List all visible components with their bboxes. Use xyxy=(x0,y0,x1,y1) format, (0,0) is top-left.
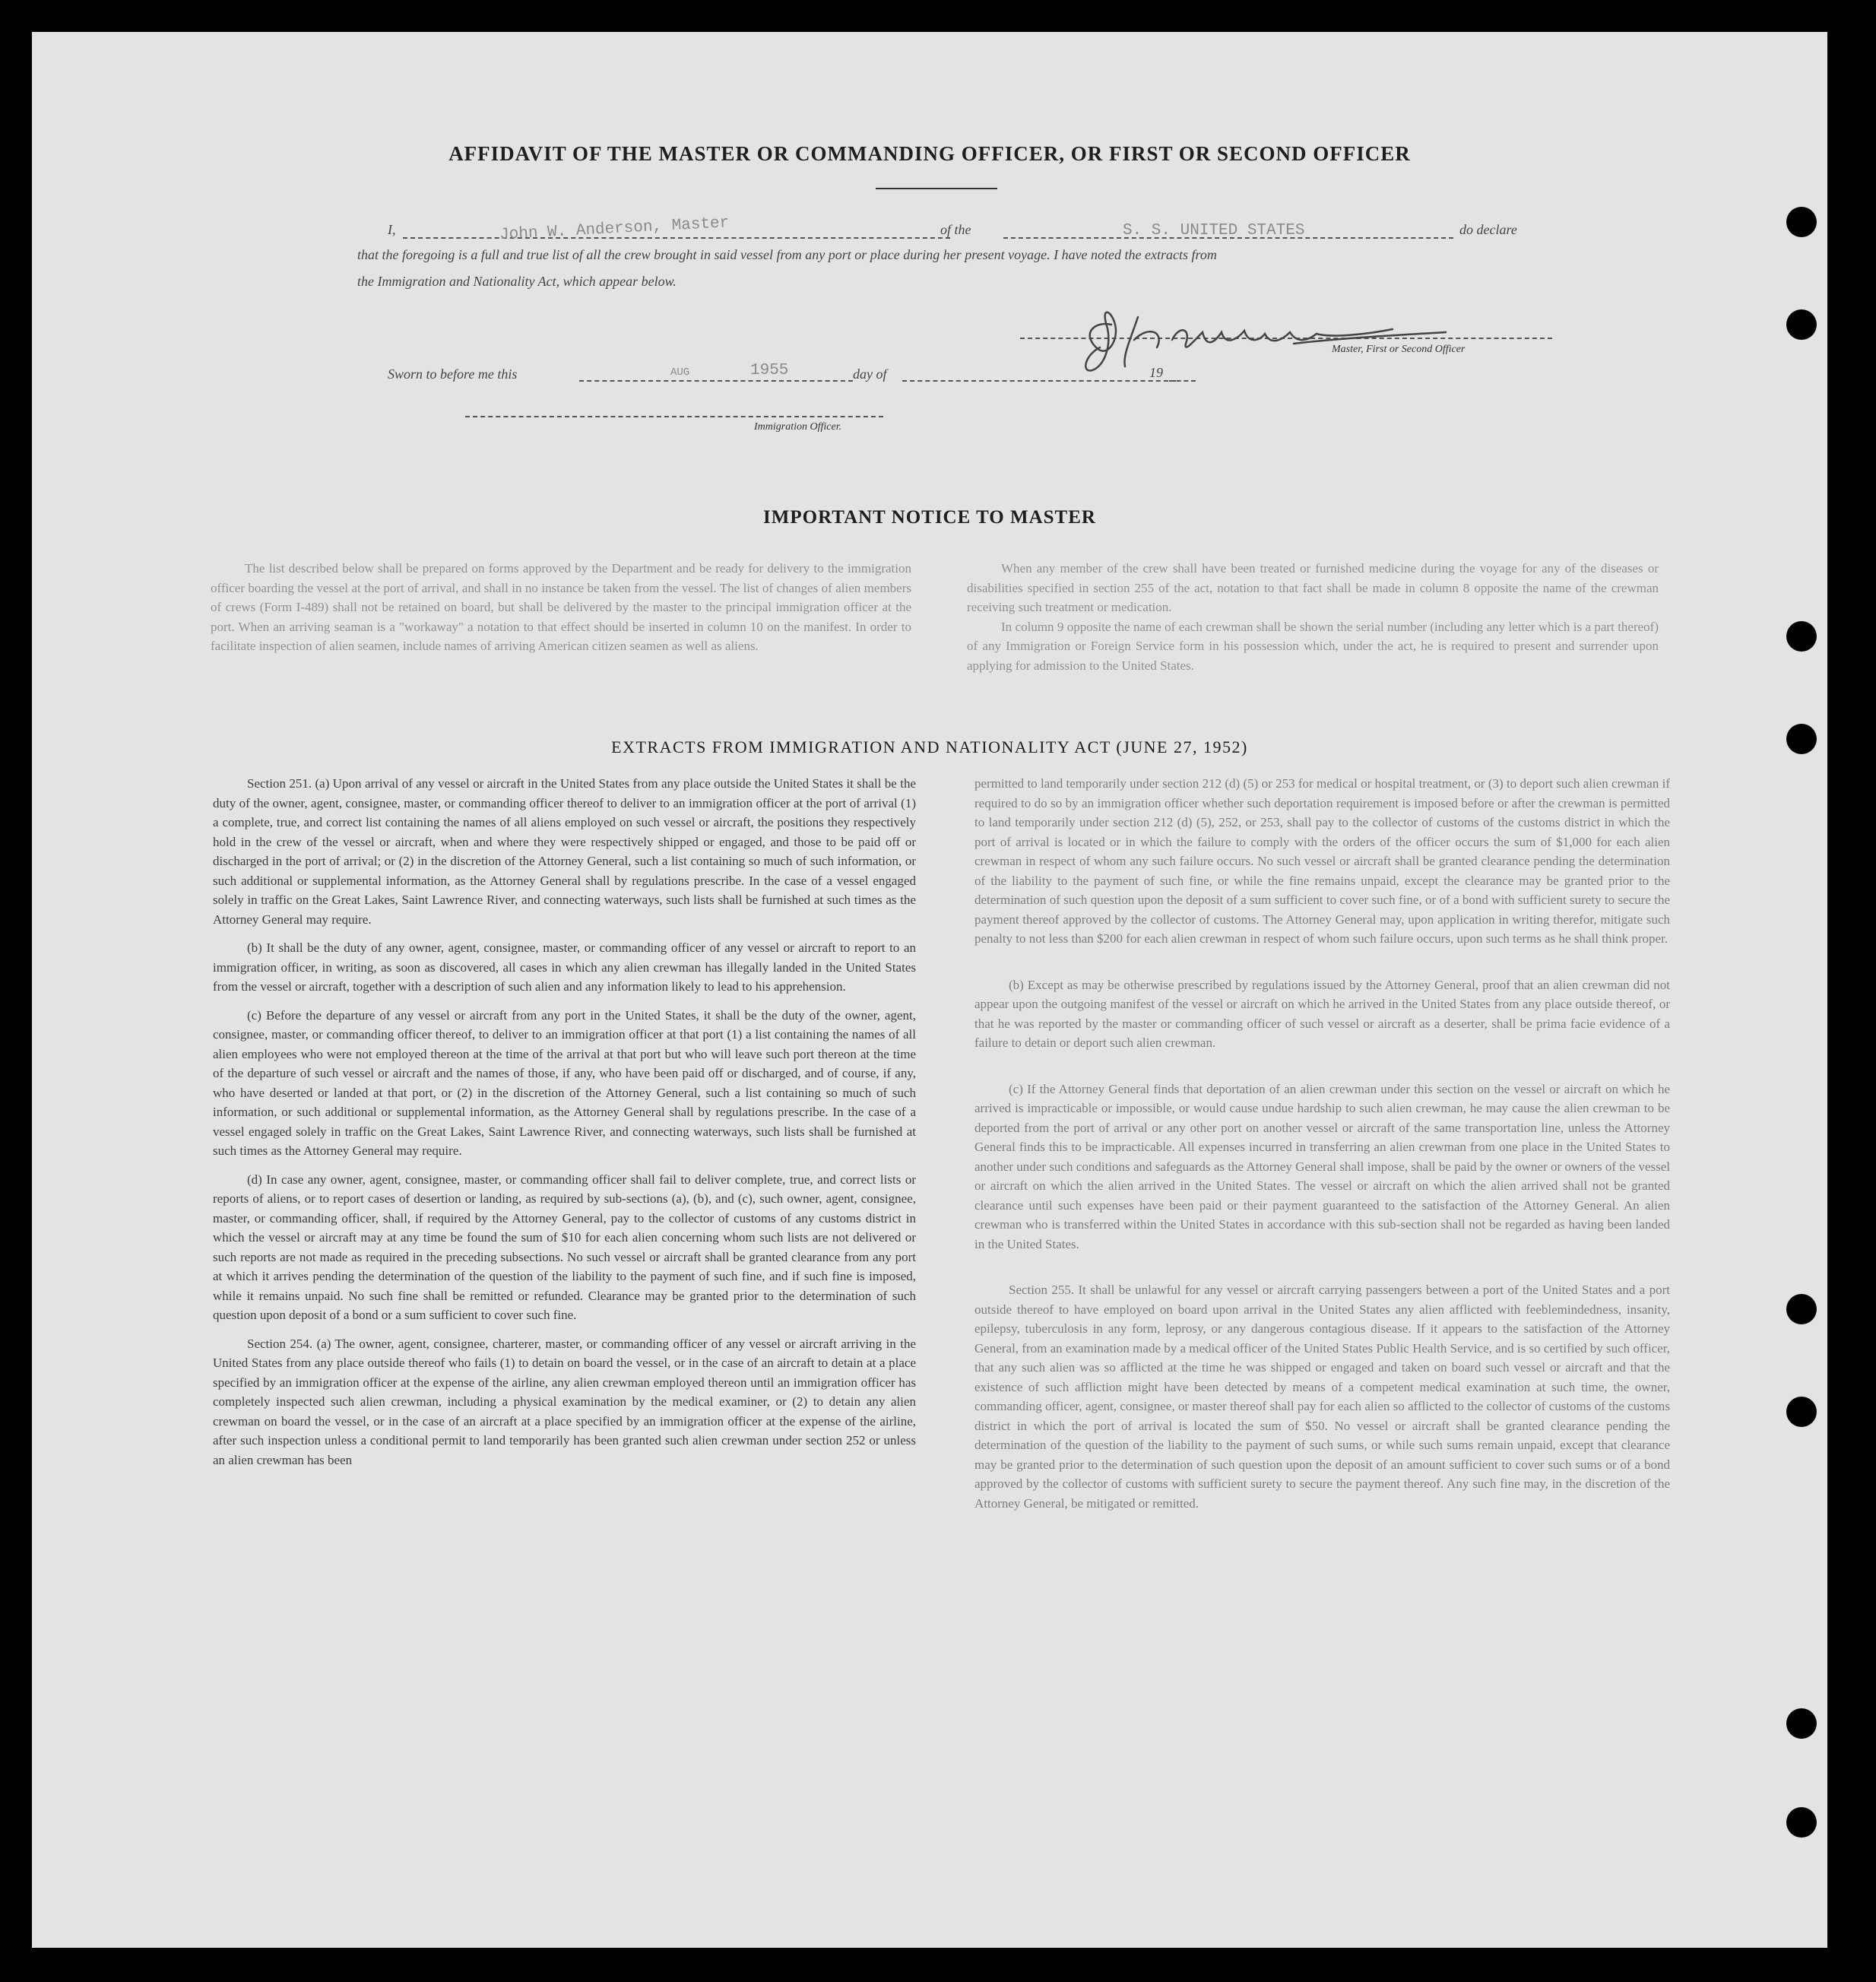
extracts-left-column xyxy=(213,774,916,1479)
officer-caption: Immigration Officer. xyxy=(754,421,842,433)
punch-hole xyxy=(1786,1294,1817,1324)
punch-hole xyxy=(1786,1397,1817,1427)
section-254-a-continued: permitted to land temporarily under section 212 (d) (5) or 253 for medical or hospital treatment, or (3) to deport such alien crewman if required to do so by an immigration officer whether such deportation requirement is imposed before or after the crewman is permitted to land temporarily under section 212 (d) (5), 252, or 253, shall pay to the collector of customs of the customs district in which the port of arrival is located or in which the failure to comply with the orders of the officer occurs the sum of $1,000 for each alien crewman in respect of whom any such failure occurs. No such vessel or aircraft shall be granted clearance pending the determination of the liability to the payment of such fine, or while the fine remains unpaid, except the clearance may be granted prior to the determination of such question upon the deposit of a sum sufficient to cover such fine, or of a bond with sufficient surety to secure the payment thereof approved by the collector of customs. The Attorney General may, upon application in writing therefor, mitigate such penalty to not less than $200 for each alien crewman in respect of whom such failure occurs, upon such terms as he shall think proper. xyxy=(974,776,1670,946)
master-signature xyxy=(1066,294,1491,382)
punch-hole xyxy=(1786,207,1817,237)
sworn-day-fill: AUG xyxy=(670,366,690,379)
form-page xyxy=(32,32,1827,1948)
notice-right-column xyxy=(967,559,1659,684)
notice-right-paragraph-1: When any member of the crew shall have been treated or furnished medicine during the voyage for any of the diseases or disabilities specified in section 255 of the act, notation to that fact shall be made in column 8 opposite the name of the crewman receiving such treatment or medication. xyxy=(967,561,1659,614)
affidavit-title: AFFIDAVIT OF THE MASTER OR COMMANDING OFFICER, OR FIRST OR SECOND OFFICER xyxy=(448,142,1411,165)
extracts-title: EXTRACTS FROM IMMIGRATION AND NATIONALITY ACT (JUNE 27, 1952) xyxy=(611,737,1248,756)
section-254-c: (c) If the Attorney General finds that deportation of an alien crewman under this section on the vessel or aircraft on which he arrived is impracticable or impossible, or would cause undue hardship to such alien crewman, he may cause the alien crewman to be deported from the port of arrival or any other port on another vessel or aircraft of the same transportation line, unless the Attorney General finds this to be impracticable. All expenses incurred in transferring an alien crewman from one place in the United States to another under such conditions and safeguards as the Attorney General shall impose, shall be paid by the owner or owners of the vessel or aircraft on which the alien arrived in the United States. The vessel or aircraft on which the alien arrived shall not be granted clearance until such expenses have been paid or their payment guaranteed to the satisfaction of the Attorney General. An alien crewman who is transferred within the United States in accordance with this sub-section shall not be regarded as having been landed in the United States. xyxy=(974,1081,1670,1251)
notice-left-paragraph: The list described below shall be prepared on forms approved by the Department and be ready for delivery to the immigration officer boarding the vessel at the port of arrival, and shall in no instance be taken from the vessel. The list of changes of alien members of crews (Form I-489) shall not be retained on board, but shall be delivered by the master to the principal immigration officer at the port. When an arriving seaman is a "workaway" a notation to that effect should be inserted in column 10 on the manifest. In order to facilitate inspection of alien seamen, include names of arriving American citizen seamen as well as aliens. xyxy=(211,561,911,653)
section-251-d: (d) In case any owner, agent, consignee, master, or commanding officer shall fail to deliver complete, true, and correct lists or reports of aliens, or to report cases of desertion or landing, as required by sub-sections (a), (b), and (c), such owner, agent, consignee, master, or commanding officer, shall, if required by the Attorney General, pay to the collector of customs of any customs district in which the vessel or aircraft may at any time be found the sum of $10 for each alien concerning whom such lists are not delivered or such reports are not made as required in the preceding subsections. No such vessel or aircraft shall be granted clearance from any port at which it arrives pending the determination of the question of the liability to the payment of such fine, and if such fine is imposed, while it remains unpaid. No such fine shall be remitted or refunded. Clearance may be granted prior to the determination of such question upon deposit of a bond or a sum sufficient to cover such fine. xyxy=(213,1172,916,1322)
punch-hole xyxy=(1786,724,1817,754)
vessel-name: S. S. UNITED STATES xyxy=(1123,222,1305,239)
punch-hole xyxy=(1786,621,1817,652)
section-251-a: Section 251. (a) Upon arrival of any vessel or aircraft in the United States from any place outside the United States it shall be the duty of the owner, agent, consignee, master, or commanding officer thereof to deliver to an immigration officer at the port of arrival (1) a complete, true, and correct list containing the names of all aliens employed on such vessel or aircraft, the positions they respectively hold in the crew of the vessel or aircraft, when and where they were respectively shipped or engaged, and those to be paid off or discharged in the port of arrival; or (2) in the discretion of the Attorney General, such a list containing so much of such information, or such additional or supplemental information, as the Attorney General shall by regulations prescribe. In the case of a vessel engaged solely in traffic on the Great Lakes, Saint Lawrence River, and connecting waterways, such lists shall be furnished at such times as the Attorney General may require. xyxy=(213,776,916,927)
punch-hole xyxy=(1786,309,1817,340)
month-line xyxy=(902,380,1176,382)
extracts-right-column xyxy=(974,774,1670,1522)
sworn-label: Sworn to before me this xyxy=(388,366,518,382)
nineteen-label: 19 xyxy=(1149,365,1163,380)
year-line xyxy=(1169,380,1196,382)
officer-line xyxy=(465,416,883,417)
declaration-line-1: that the foregoing is a full and true list of all the crew brought in said vessel from any port or place during her present voyage. I have noted the extracts from xyxy=(357,247,1217,262)
day-of-label: day of xyxy=(853,366,887,382)
i-label: I, xyxy=(388,222,396,237)
section-251-b: (b) It shall be the duty of any owner, agent, consignee, master, or commanding officer of any vessel or aircraft to report to an immigration officer, in writing, as soon as discovered, all cases in which any alien crewman has illegally landed in the United States from the vessel or aircraft, together with a description of such alien and any information likely to lead to his apprehension. xyxy=(213,940,916,994)
section-251-c: (c) Before the departure of any vessel or aircraft from any port in the United States, it shall be the duty of the owner, agent, consignee, master, or commanding officer thereof, to deliver to an immigration officer at that port (1) a list containing the names of all alien employees who were not employed thereon at the time of the arrival at that port but who will leave such port thereon at the time of the departure of such vessel or aircraft and the names of those, if any, who have been paid off or discharged, and of course, if any, who have deserted or landed at that port, or (2) in the discretion of the Attorney General, such a list containing so much of such information, or such additional or supplemental information, as the Attorney General shall by regulations prescribe. In the case of a vessel engaged solely in traffic on the Great Lakes, Saint Lawrence River, and connecting waterways, such lists shall be furnished at such times as the Attorney General may require. xyxy=(213,1007,916,1158)
of-the-label: of the xyxy=(940,222,971,237)
section-254-b: (b) Except as may be otherwise prescribed by regulations issued by the Attorney General, proof that an alien crewman did not appear upon the outgoing manifest of the vessel or aircraft on which he arrived in the United States from any place outside thereof, or that he was reported by the master or commanding officer of such vessel or aircraft as a deserter, shall be prima facie evidence of a failure to detain or deport such alien crewman. xyxy=(974,977,1670,1050)
notice-title: IMPORTANT NOTICE TO MASTER xyxy=(763,507,1096,528)
punch-hole xyxy=(1786,1807,1817,1838)
signature-caption: Master, First or Second Officer xyxy=(1332,344,1466,355)
sworn-day-line xyxy=(579,380,853,382)
notice-left-column xyxy=(211,559,911,665)
declarant-line xyxy=(403,237,950,239)
punch-hole xyxy=(1786,1708,1817,1739)
sworn-year-fill: 1955 xyxy=(750,362,789,379)
title-divider xyxy=(876,188,997,189)
declaration-line-2: the Immigration and Nationality Act, which appear below. xyxy=(357,274,677,289)
do-declare-label: do declare xyxy=(1459,222,1517,237)
declarant-name: John W. Anderson, Master xyxy=(499,214,730,244)
section-255: Section 255. It shall be unlawful for any vessel or aircraft carrying passengers between a port of the United States and a port outside thereof to have employed on board upon arrival in the United States any alien afflicted with feeblemindedness, insanity, epilepsy, tuberculosis in any form, leprosy, or any dangerous contagious disease. If it appears to the satisfaction of the Attorney General, from an examination made by a medical officer of the United States Public Health Service, and is so certified by such officer, that any such alien was so afflicted at the time he was shipped or engaged and taken on board such vessel or aircraft and that the existence of such affliction might have been detected by means of a competent medical examination at such time, the owner, commanding officer, agent, consignee, or master thereof shall pay for each alien so afflicted to the collector of customs of the customs district in which the port of arrival is located the sum of $50. No vessel or aircraft shall be granted clearance pending the determination of the question of the liability to the payment of such sums, or while such sums remain unpaid, except that clearance may be granted prior to the determination of such question upon the deposit of an amount sufficient to cover such sums or of a bond approved by the collector of customs with sufficient surety to secure the payment thereof. Any such fine may, in the discretion of the Attorney General, be mitigated or remitted. xyxy=(974,1283,1670,1511)
section-254-a: Section 254. (a) The owner, agent, consignee, charterer, master, or commanding officer of any vessel or aircraft arriving in the United States from any place outside thereof who fails (1) to detain on board the vessel, or in the case of an aircraft to detain at a place specified by an immigration officer at the expense of the airline, any alien crewman employed thereon until an immigration officer has completely inspected such alien crewman, including a physical examination by the medical examiner, or (2) to detain any alien crewman on board the vessel, or in the case of an aircraft at a place specified by an immigration officer at the expense of the airline, after such inspection unless a conditional permit to land temporarily has been granted such alien crewman under section 252 or unless an alien crewman has been xyxy=(213,1336,916,1467)
notice-right-paragraph-2: In column 9 opposite the name of each crewman shall be shown the serial number (including any letter which is a part thereof) of any Immigration or Foreign Service form in his possession which, under the act, he is required to present and surrender upon applying for admission to the United States. xyxy=(967,619,1659,673)
